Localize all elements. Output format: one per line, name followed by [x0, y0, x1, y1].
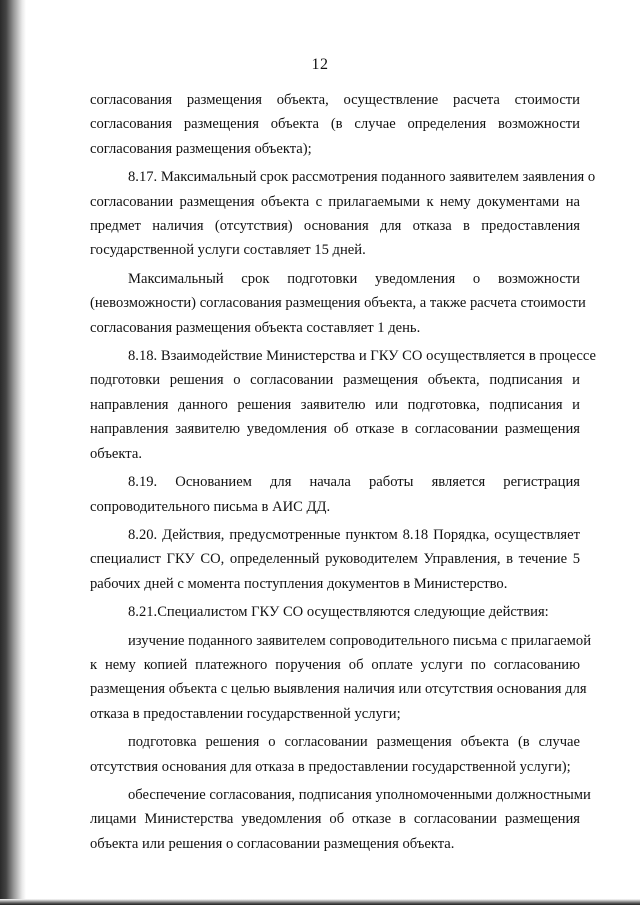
text-line: предмет наличия (отсутствия) основания для отказа в предоставления [90, 218, 580, 235]
text-line: направления заявителю уведомления об отказе в согласовании размещения [90, 421, 580, 438]
text-line: (невозможности) согласования размещения объекта, а также расчета стоимости [90, 295, 586, 312]
text-line: согласования размещения объекта составляет 1 день. [90, 319, 421, 336]
text-line: согласования размещения объекта); [90, 140, 312, 157]
text-line: 8.17. Максимальный срок рассмотрения поданного заявителем заявления о [128, 169, 596, 186]
text-line: подготовка решения о согласовании размещения объекта (в случае [128, 734, 580, 751]
text-line: к нему копией платежного поручения об оплате услуги по согласованию [90, 656, 580, 673]
scan-shadow-bottom [0, 899, 640, 905]
text-line: согласования размещения объекта, осуществление расчета стоимости [90, 92, 580, 108]
text-line: подготовки решения о согласовании размещения объекта, подписания и [90, 372, 580, 389]
paragraph [90, 470, 580, 519]
text-line: лицами Министерства уведомления об отказе в согласовании размещения [90, 811, 580, 828]
paragraph [90, 165, 596, 263]
text-line: 8.19. Основанием для начала работы является регистрация [128, 474, 580, 491]
paragraph [90, 783, 591, 856]
text-line: 8.21.Специалистом ГКУ СО осуществляются следующие действия: [128, 604, 549, 621]
text-line: отказа в предоставлении государственной услуги; [90, 705, 401, 722]
text-line: объекта или решения о согласовании размещения объекта. [90, 835, 455, 852]
paragraph [90, 600, 580, 624]
text-line: обеспечение согласования, подписания уполномоченными должностными [128, 786, 591, 803]
page-number: 12 [311, 56, 329, 73]
text-line: отсутствия основания для отказа в предоставлении государственной услуги); [90, 758, 571, 775]
text-line: сопроводительного письма в АИС ДД. [90, 498, 331, 515]
text-line: рабочих дней с момента поступления документов в Министерство. [90, 575, 508, 592]
text-line: государственной услуги составляет 15 дней. [90, 242, 366, 259]
paragraph [90, 730, 580, 779]
paragraph [90, 267, 586, 340]
paragraph [90, 88, 580, 161]
scan-shadow-left [0, 0, 26, 905]
paragraph [90, 629, 592, 727]
text-line: специалист ГКУ СО, определенный руководителем Управления, в течение 5 [90, 551, 580, 568]
text-line: Максимальный срок подготовки уведомления о возможности [128, 270, 580, 287]
text-line: изучение поданного заявителем сопроводительного письма с прилагаемой [128, 632, 592, 649]
text-line: объекта. [90, 445, 142, 462]
paragraph [90, 523, 580, 596]
text-line: согласования размещения объекта (в случае определения возможности [90, 116, 580, 133]
text-line: размещения объекта с целью выявления наличия или отсутствия основания для [90, 681, 587, 698]
text-line: направления данного решения заявителю или подготовка, подписания и [90, 396, 580, 413]
paragraph [90, 344, 597, 466]
text-line: согласовании размещения объекта с прилагаемыми к нему документами на [90, 193, 580, 210]
text-line: 8.18. Взаимодействие Министерства и ГКУ СО осуществляется в процессе [128, 348, 597, 365]
document-body [90, 88, 597, 856]
text-line: 8.20. Действия, предусмотренные пунктом 8.18 Порядка, осуществляет [128, 526, 580, 543]
